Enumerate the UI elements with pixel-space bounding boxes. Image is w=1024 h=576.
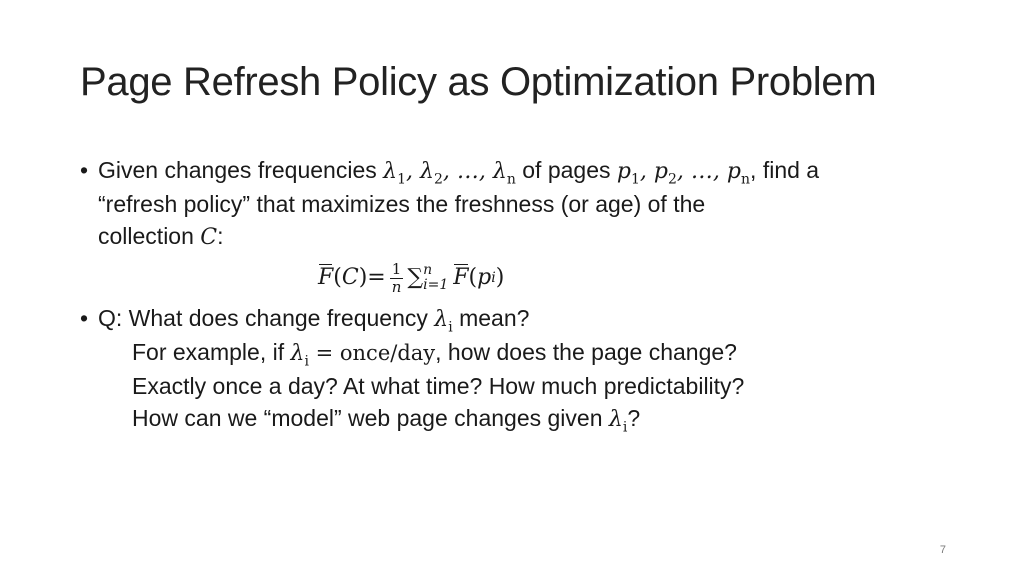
freshness-formula: F ( C ) = $\frac{1}{n}$ ∑ n i=1 F ( p i ) (318, 259, 505, 296)
question-line-2: For example, if $\lambda_i$ = once/day, how does the page change? (132, 339, 737, 370)
slide-title: Page Refresh Policy as Optimization Problem (80, 60, 877, 104)
question-line-1: Q: What does change frequency $\lambda_i$ mean? (98, 305, 530, 336)
bullet-marker: • (80, 305, 89, 331)
question-line-3: Exactly once a day? At what time? How much predictability? (132, 373, 745, 399)
bullet-line-1: Given changes frequencies $\lambda_1$, $\lambda_2$, …, $\lambda_n$ of pages $p_1$, $p_2$, …, $p_n$, find a (98, 157, 820, 188)
question-line-4: How can we “model” web page changes given $\lambda_i$? (132, 405, 641, 436)
bullet-item-given (80, 154, 960, 302)
summation-symbol: ∑ (407, 265, 424, 290)
bullet-line-3: collection C: (98, 223, 224, 250)
bullet-marker: • (80, 157, 89, 183)
page-number: 7 (939, 544, 946, 556)
question-details (98, 336, 960, 436)
f-bar-symbol: F (318, 262, 333, 294)
summation-limits: n i=1 (423, 262, 449, 293)
fraction-one-over-n: $\frac{1}{n}$ (391, 259, 402, 296)
slide-body (80, 154, 960, 436)
bullet-line-2: “refresh policy” that maximizes the freshness (or age) of the (98, 191, 706, 217)
bullet-item-question (80, 302, 960, 436)
